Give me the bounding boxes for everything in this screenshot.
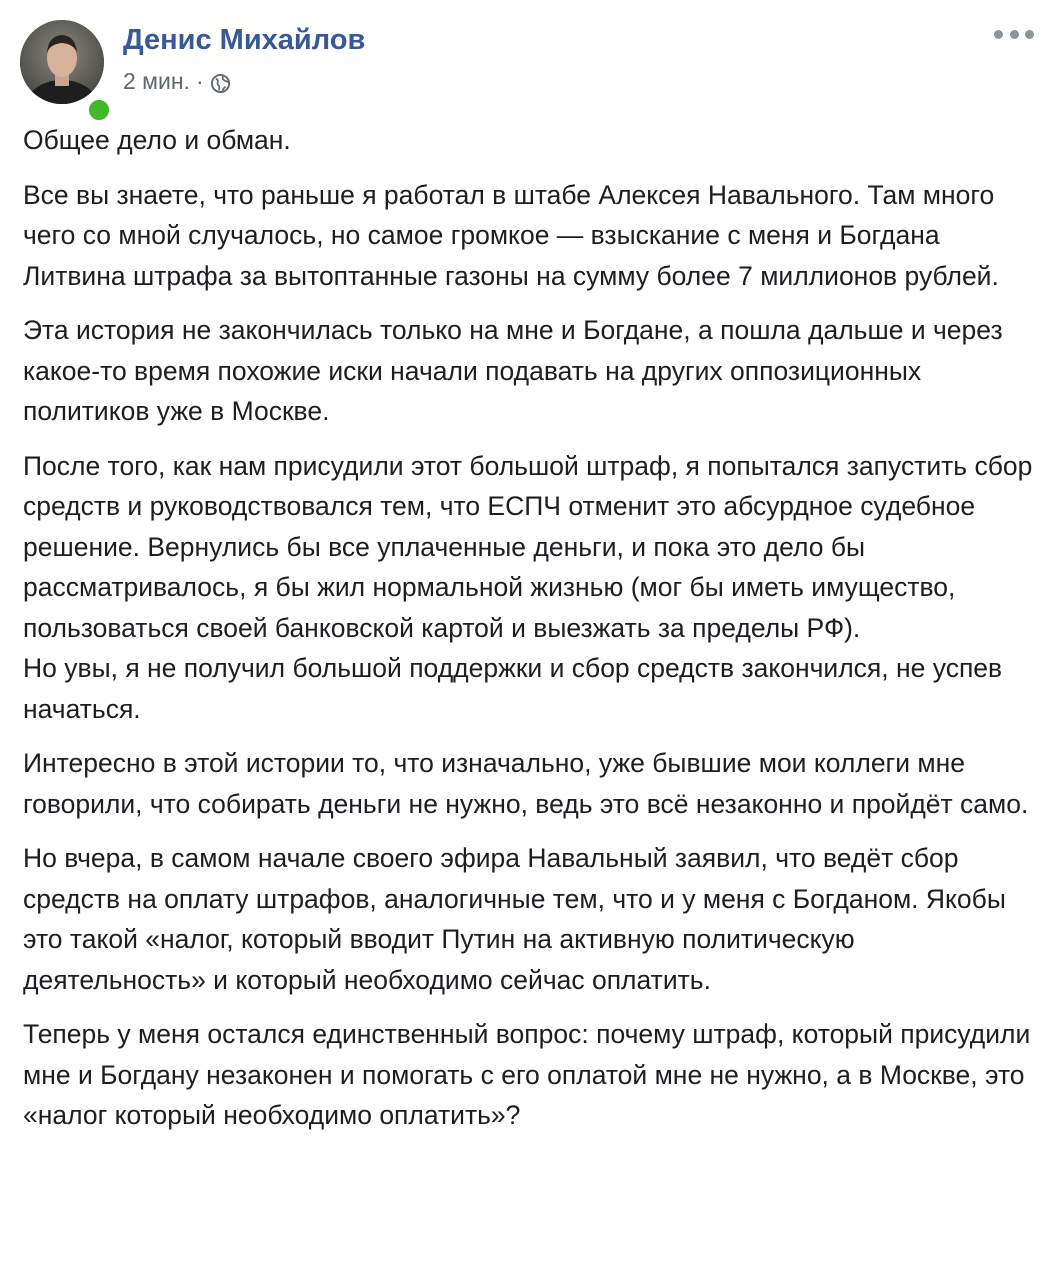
post-paragraph: После того, как нам присудили этот большой штраф, я попытался запустить сбор средств и руководствовался тем, что ЕСПЧ отменит это абсурдное судебное решение. Вернулись бы все уплаченные деньги, и пока это дело бы рассматривалось, я бы жил нормальной жизнью (мог бы иметь имущество, пользоваться своей банковской картой и выезжать за пределы РФ). Но увы, я не получил большой поддержки и сбор средств закончился, не успев начаться. [23, 450, 1033, 724]
post-header [20, 20, 1034, 104]
author-name-link[interactable]: Денис Михайлов [123, 24, 366, 56]
post-text [23, 120, 1033, 1150]
post-paragraph: Эта история не закончилась только на мне и Богдане, а пошла дальше и через какое-то время похожие иски начали подавать на других оппозиционных политиков уже в Москве. [23, 315, 1003, 426]
more-options-button[interactable] [994, 22, 1034, 46]
more-dot [1010, 30, 1019, 39]
author-avatar[interactable] [20, 20, 104, 104]
post-meta [123, 68, 231, 95]
post-timestamp[interactable]: 2 мин. [123, 68, 190, 94]
post-paragraph: Все вы знаете, что раньше я работал в штабе Алексея Навального. Там много чего со мной случалось, но самое громкое — взыскание с меня и Богдана Литвина штрафа за вытоптанные газоны на сумму более 7 миллионов рублей. [23, 179, 999, 291]
post-paragraph: Общее дело и обман. [23, 125, 291, 155]
post-paragraph: Теперь у меня остался единственный вопрос: почему штраф, который присудили мне и Богдану незаконен и помогать с его оплатой мне не нужно, а в Москве, это «налог который необходимо оплатить»? [23, 1019, 1031, 1130]
post-paragraph: Интересно в этой истории то, что изначально, уже бывшие мои коллеги мне говорили, что собирать деньги не нужно, ведь это всё незаконно и пройдёт само. [23, 748, 1029, 819]
avatar[interactable] [20, 20, 104, 104]
globe-icon[interactable] [210, 73, 231, 94]
post-paragraph: Но вчера, в самом начале своего эфира Навальный заявил, что ведёт сбор средств на оплату штрафов, аналогичные тем, что и у меня с Богданом. Якобы это такой «налог, который вводит Путин на активную политическую деятельность» и который необходимо сейчас оплатить. [23, 843, 1006, 995]
avatar-photo [20, 20, 104, 104]
more-dot [1025, 30, 1034, 39]
meta-separator: · [195, 68, 204, 94]
more-horizontal-icon [994, 30, 1003, 39]
